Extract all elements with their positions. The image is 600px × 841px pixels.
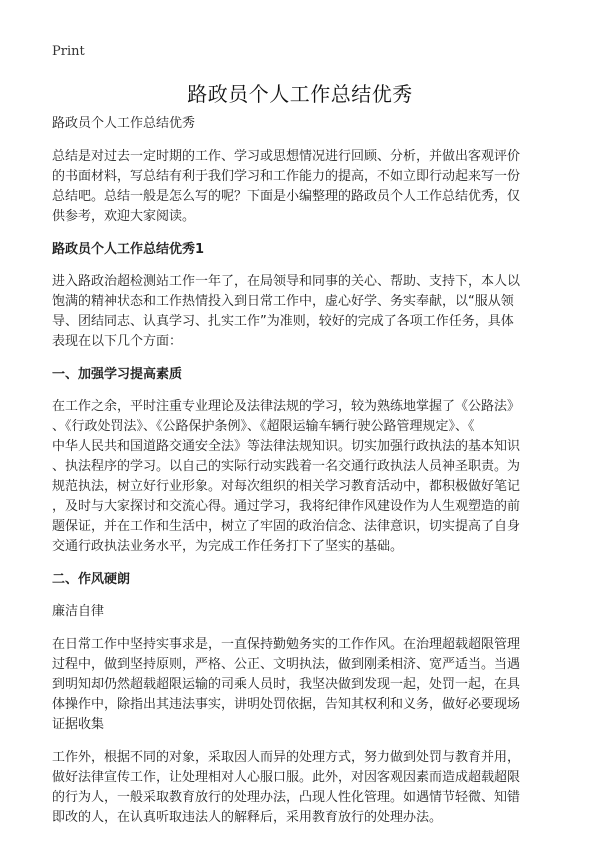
paragraph-line: 证据收集 [52, 717, 105, 732]
sub-heading: 廉洁自律 [52, 604, 105, 619]
print-link[interactable]: Print [52, 44, 85, 59]
paragraph-4 [52, 748, 550, 828]
paragraph-line: 在工作之余，平时注重专业理论及法律法规的学习，较为熟练地掌握了《公路法》 [52, 399, 521, 414]
paragraph-line: 、《行政处罚法》、《公路保护条例》、《超限运输车辆行驶公路管理规定》、《 [52, 419, 475, 434]
paragraph-line: 的行为人，一般采取教育放行的处理办法，凸现人性化管理。如遇情节轻微、知错 [52, 790, 521, 805]
paragraph-line: 过程中，做到坚持原则，严格、公正、文明执法，做到刚柔相济、宽严适当。当遇 [52, 657, 521, 672]
intro-line: 供参考，欢迎大家阅读。 [52, 209, 196, 224]
paragraph-line: 规范执法，树立好行业形象。对每次组织的相关学习教育活动中，都积极做好笔记 [52, 479, 521, 494]
heading-style: 二、作风硬朗 [52, 572, 131, 587]
paragraph-line: 表现在以下几个方面： [52, 334, 183, 349]
document-body [52, 114, 550, 841]
paragraph-line: 导、团结同志、认真学习、扎实工作”为准则，较好的完成了各项工作任务，具体 [52, 314, 514, 329]
paragraph-line: 进入路政治超检测站工作一年了，在局领导和同事的关心、帮助、支持下，本人以 [52, 274, 521, 289]
paragraph-line: 在日常工作中坚持实事求是，一直保持勤勉务实的工作作风。在治理超载超限管理 [52, 637, 521, 652]
paragraph-2 [52, 397, 550, 557]
paragraph-line: 中华人民共和国道路交通安全法》等法律法规知识。切实加强行政执法的基本知识 [52, 439, 521, 454]
paragraph-line: 工作外，根据不同的对象，采取因人而异的处理方式，努力做到处罚与教育并用， [52, 750, 521, 765]
paragraph-1 [52, 272, 550, 352]
paragraph-line: 、执法程序的学习。以自己的实际行动实践着一名交通行政执法人员神圣职责。为 [52, 459, 521, 474]
intro-line: 总结是对过去一定时期的工作、学习或思想情况进行回顾、分析，并做出客观评价 [52, 149, 521, 164]
paragraph-line: 到明知却仍然超载超限运输的司乘人员时，我坚决做到发现一起，处罚一起，在具 [52, 677, 521, 692]
paragraph-line: 饱满的精神状态和工作热情投入到日常工作中，虚心好学、务实奉献，以“服从领 [52, 294, 514, 309]
document-title: 路政员个人工作总结优秀 [187, 82, 413, 106]
document-subtitle: 路政员个人工作总结优秀 [52, 116, 196, 131]
intro-paragraph [52, 147, 550, 227]
paragraph-line: 交通行政执法业务水平，为完成工作任务打下了坚实的基础。 [52, 539, 404, 554]
intro-line: 总结吧。总结一般是怎么写的呢？下面是小编整理的路政员个人工作总结优秀，仅 [52, 189, 521, 204]
intro-line: 的书面材料，写总结有利于我们学习和工作能力的提高，不如立即行动起来写一份 [52, 169, 521, 184]
paragraph-line: 体操作中，除指出其违法事实，讲明处罚依据，告知其权利和义务，做好必要现场 [52, 697, 521, 712]
paragraph-line: 即改的人，在认真听取违法人的解释后，采用教育放行的处理办法。 [52, 810, 443, 825]
heading-study: 一、加强学习提高素质 [52, 367, 183, 382]
paragraph-line: ，及时与大家探讨和交流心得。通过学习，我将纪律作风建设作为人生观塑造的前 [52, 499, 521, 514]
paragraph-line: 做好法律宣传工作，让处理相对人心服口服。此外，对因客观因素而造成超载超限 [52, 770, 521, 785]
paragraph-3 [52, 635, 550, 735]
paragraph-line: 题保证，并在工作和生活中，树立了牢固的政治信念、法律意识，切实提高了自身 [52, 519, 521, 534]
section-title: 路政员个人工作总结优秀1 [52, 242, 205, 257]
